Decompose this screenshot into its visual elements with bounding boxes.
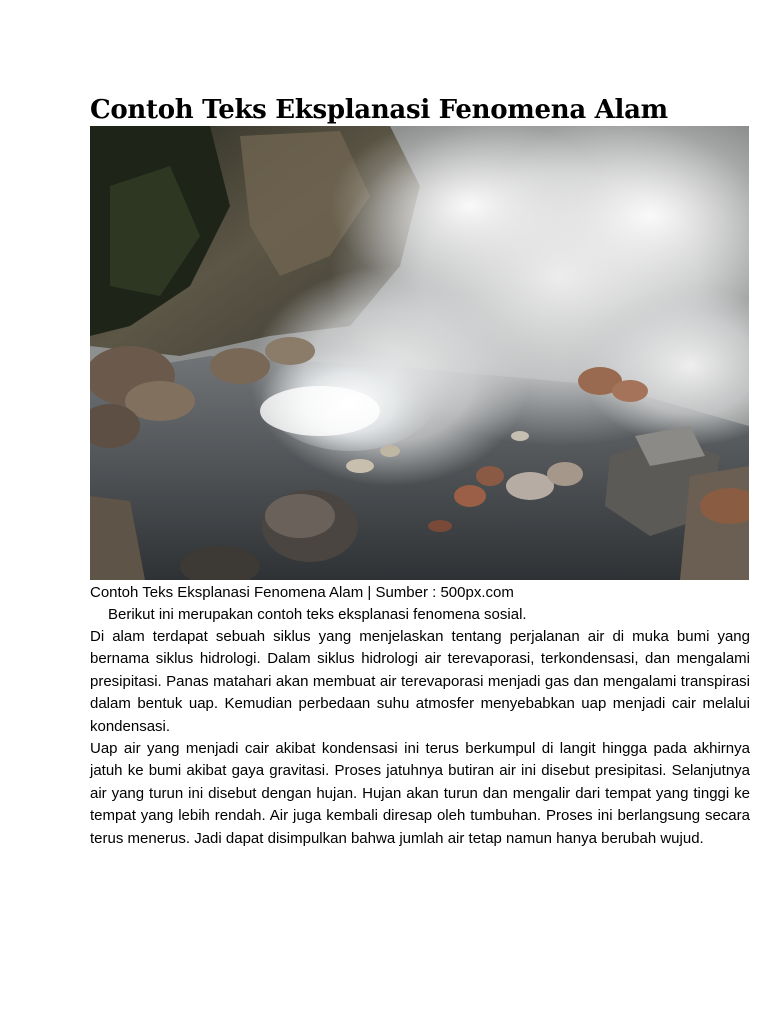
document-page bbox=[90, 94, 750, 850]
body-paragraph-2: Uap air yang menjadi cair akibat kondensasi ini terus berkumpul di langit hingga pada akhirnya jatuh ke bumi akibat gaya gravitasi. Proses jatuhnya butiran air ini disebut presipitasi. Selanjutnya air yang turun ini disebut dengan hujan. Hujan akan turun dan mengalir dari tempat yang tinggi ke tempat yang lebih rendah. Air juga kembali diresap oleh tumbuhan. Proses ini berlangsung secara terus menerus. Jadi dapat disimpulkan bahwa jumlah air tetap namun hanya berubah wujud. bbox=[90, 740, 750, 847]
hot-spring-illustration bbox=[90, 126, 749, 580]
intro-sentence: Berikut ini merupakan contoh teks eksplanasi fenomena sosial. bbox=[108, 606, 527, 623]
article-title: Contoh Teks Eksplanasi Fenomena Alam bbox=[90, 95, 668, 125]
body-paragraph-1: Di alam terdapat sebuah siklus yang menjelaskan tentang perjalanan air di muka bumi yang bernama siklus hidrologi. Dalam siklus hidrologi air terevaporasi, terkondensasi, dan mengalami presipitasi. Panas matahari akan membuat air terevaporasi menjadi gas dan mengalami transpirasi dalam bentuk uap. Kemudian perbedaan suhu atmosfer menyebabkan uap menjadi cair melalui kondensasi. bbox=[90, 628, 750, 735]
hot-spring-photo bbox=[90, 126, 749, 580]
photo-caption: Contoh Teks Eksplanasi Fenomena Alam | Sumber : 500px.com bbox=[90, 584, 514, 601]
